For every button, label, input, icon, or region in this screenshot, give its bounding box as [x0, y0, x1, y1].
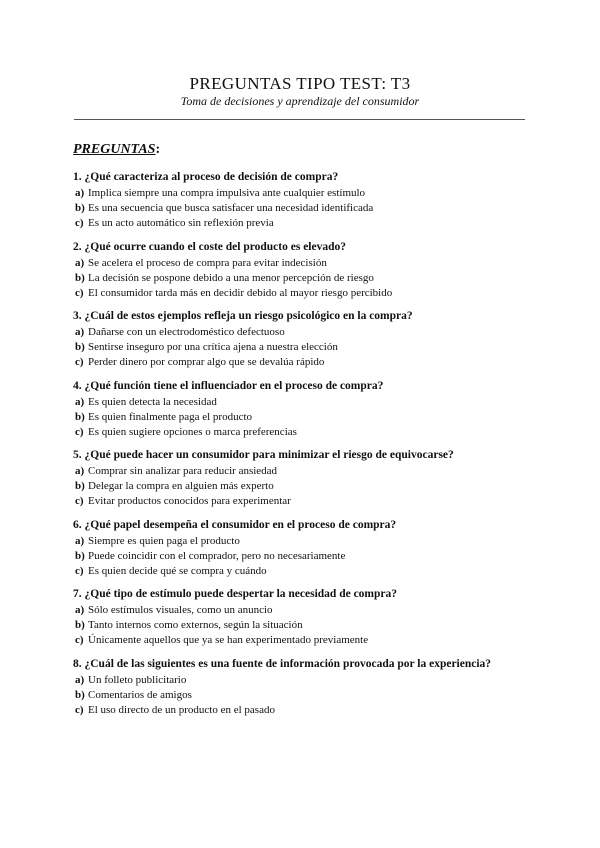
question-text: 5. ¿Qué puede hacer un consumidor para minimizar el riesgo de equivocarse?	[73, 449, 454, 461]
option-c	[73, 633, 533, 648]
option-a	[73, 464, 533, 479]
option-letter: a)	[75, 673, 85, 686]
section-title	[73, 141, 160, 159]
option-b	[73, 340, 533, 355]
option-a	[73, 256, 533, 271]
option-letter: a)	[75, 395, 85, 408]
option-text: Es quien finalmente paga el producto	[88, 410, 253, 423]
option-letter: c)	[75, 286, 84, 299]
option-c	[73, 564, 533, 579]
option-c	[73, 216, 533, 231]
option-letter: a)	[75, 465, 85, 477]
option-text: El consumidor tarda más en decidir debido al mayor riesgo percibido	[88, 286, 393, 299]
section-title-colon: :	[155, 142, 161, 157]
option-text: Perder dinero por comprar algo que se devalúa rápido	[88, 356, 325, 368]
option-text: Sentirse inseguro por una crítica ajena a nuestra elección	[88, 341, 338, 353]
question-1	[73, 170, 533, 240]
option-text: Se acelera el proceso de compra para evitar indecisión	[88, 256, 327, 269]
option-letter: c)	[75, 703, 84, 716]
option-a	[73, 673, 533, 688]
question-2	[73, 240, 533, 310]
option-letter: c)	[75, 634, 84, 646]
option-letter: a)	[75, 326, 85, 338]
question-list	[73, 170, 533, 726]
option-letter: b)	[75, 619, 85, 631]
question-5	[73, 448, 533, 518]
option-text: Es quien sugiere opciones o marca preferencias	[88, 425, 297, 438]
option-letter: c)	[75, 217, 84, 229]
question-text: 8. ¿Cuál de las siguientes es una fuente de información provocada por la experiencia?	[73, 657, 492, 670]
option-b	[73, 618, 533, 633]
option-a	[73, 395, 533, 410]
option-text: La decisión se pospone debido a una menor percepción de riesgo	[88, 271, 374, 284]
option-letter: c)	[75, 495, 84, 507]
page-subtitle: Toma de decisiones y aprendizaje del consumidor	[180, 94, 420, 108]
option-letter: c)	[75, 356, 84, 368]
option-letter: a)	[75, 256, 85, 269]
question-3	[73, 309, 533, 379]
option-letter: b)	[75, 341, 85, 353]
question-4	[73, 379, 533, 449]
option-text: El uso directo de un producto en el pasado	[88, 703, 275, 716]
header-divider	[74, 119, 525, 120]
option-text: Implica siempre una compra impulsiva ante cualquier estímulo	[88, 187, 366, 199]
option-a	[73, 186, 533, 201]
option-letter: c)	[75, 425, 84, 438]
question-text: 7. ¿Qué tipo de estímulo puede despertar la necesidad de compra?	[73, 588, 398, 600]
option-a	[73, 534, 533, 549]
option-text: Comentarios de amigos	[88, 688, 192, 701]
option-text: Puede coincidir con el comprador, pero no necesariamente	[88, 549, 346, 562]
option-letter: a)	[75, 187, 85, 199]
option-text: Es un acto automático sin reflexión previa	[88, 217, 274, 229]
question-text: 3. ¿Cuál de estos ejemplos refleja un riesgo psicológico en la compra?	[73, 310, 413, 322]
option-letter: b)	[75, 271, 85, 284]
option-c	[73, 425, 533, 440]
option-a	[73, 325, 533, 340]
option-b	[73, 479, 533, 494]
option-text: Únicamente aquellos que ya se han experimentado previamente	[88, 634, 369, 646]
question-6	[73, 518, 533, 588]
option-c	[73, 494, 533, 509]
option-text: Siempre es quien paga el producto	[88, 534, 240, 547]
option-letter: c)	[75, 564, 84, 577]
option-letter: b)	[75, 549, 85, 562]
option-letter: b)	[75, 480, 85, 492]
option-text: Un folleto publicitario	[88, 673, 187, 686]
option-letter: a)	[75, 604, 85, 616]
option-b	[73, 201, 533, 216]
option-c	[73, 286, 533, 301]
question-text: 4. ¿Qué función tiene el influenciador en el proceso de compra?	[73, 379, 384, 392]
option-b	[73, 688, 533, 703]
option-c	[73, 703, 533, 718]
section-title-text: PREGUNTAS	[73, 142, 156, 157]
option-text: Sólo estímulos visuales, como un anuncio	[88, 604, 273, 616]
option-text: Tanto internos como externos, según la situación	[88, 619, 303, 631]
option-letter: a)	[75, 534, 85, 547]
question-text: 2. ¿Qué ocurre cuando el coste del producto es elevado?	[73, 240, 346, 253]
option-text: Evitar productos conocidos para experimentar	[88, 495, 291, 507]
question-7	[73, 587, 533, 657]
option-text: Comprar sin analizar para reducir ansiedad	[88, 465, 278, 477]
option-a	[73, 603, 533, 618]
option-text: Es quien decide qué se compra y cuándo	[88, 564, 267, 577]
option-c	[73, 355, 533, 370]
option-b	[73, 410, 533, 425]
question-text: 1. ¿Qué caracteriza al proceso de decisión de compra?	[73, 171, 339, 183]
option-text: Es quien detecta la necesidad	[88, 395, 217, 408]
option-b	[73, 549, 533, 564]
option-letter: b)	[75, 688, 85, 701]
question-text: 6. ¿Qué papel desempeña el consumidor en el proceso de compra?	[73, 518, 397, 531]
option-letter: b)	[75, 410, 85, 423]
option-text: Delegar la compra en alguien más experto	[88, 480, 274, 492]
option-letter: b)	[75, 202, 85, 214]
option-b	[73, 271, 533, 286]
option-text: Es una secuencia que busca satisfacer una necesidad identificada	[88, 202, 374, 214]
page-title: PREGUNTAS TIPO TEST: T3	[189, 74, 411, 93]
question-8	[73, 657, 533, 727]
option-text: Dañarse con un electrodoméstico defectuoso	[88, 326, 285, 338]
